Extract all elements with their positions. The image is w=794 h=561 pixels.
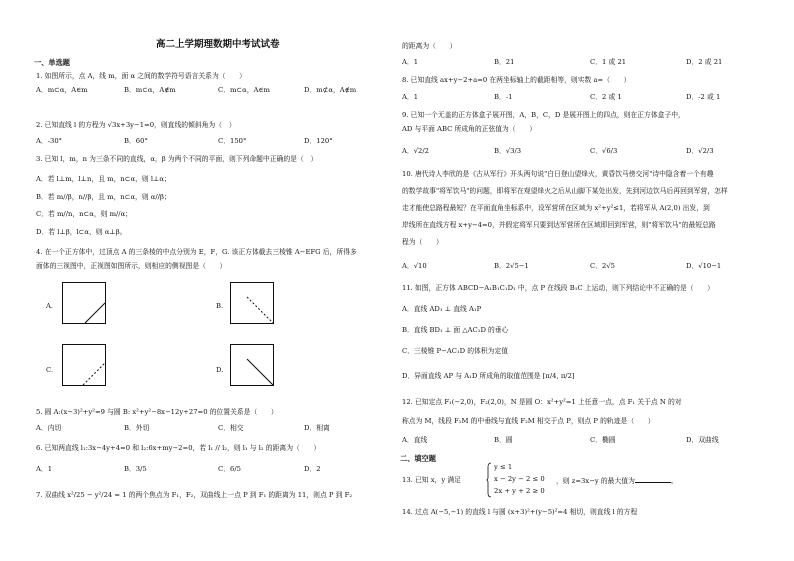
q7-line1: 7. 双曲线 x²/25 − y²/24 = 1 的两个焦点为 F₁，F₂，双曲线上一点 P 到 F₁ 的距离为 11，则点 P 到 F₂: [36, 491, 353, 499]
q9-line2: AD 与平面 ABC 所成角的正弦值为（ ）: [402, 125, 537, 133]
q4-figure-c-label: C.: [46, 366, 54, 374]
q6-option-c: C．6/5: [218, 465, 241, 473]
q1-option-a: A．m⊂α，A∈m: [36, 86, 88, 94]
q3-option-d: D．若 l⊥β，l⊂α，则 α⊥β。: [36, 228, 127, 236]
q4-figure-b-lines: [231, 283, 273, 323]
q9-option-a: A．√2/2: [402, 147, 429, 155]
q5-stem: 5. 圆 A:(x−3)²+y²=9 与圆 B: x²+y²−8x−12y+27=0 的位置关系是（ ）: [36, 408, 278, 416]
q9-option-c: C．√6/3: [590, 147, 618, 155]
q8-stem: 8. 已知直线 ax+y−2+a=0 在两坐标轴上的截距相等，则实数 a=（ ）: [402, 76, 631, 84]
q3-option-c: C．若 m//n，n⊂α，则 m//α；: [36, 210, 132, 218]
q3-stem: 3. 已知 l，m，n 为三条不同的直线，α，β 为两个不同的平面，则下列命题中正确的是（ ）: [36, 155, 318, 163]
q2-stem: 2. 已知直线 l 的方程为 √3x+3y−1=0，则直线的倾斜角为（ ）: [36, 121, 236, 129]
dashed-diagonal: [83, 363, 105, 385]
q4-figure-d-lines: [231, 345, 273, 385]
q4-figure-d-label: D.: [216, 366, 224, 374]
q13-constraint-2: x − 2y − 2 ≤ 0: [494, 475, 545, 483]
q5-option-d: D．相离: [304, 424, 330, 432]
q10-line1: 10. 唐代诗人李欣的是《古从军行》开头两句说"白日登山望烽火，黄昏饮马傍交河"诗中隐含着一个有趣: [402, 170, 714, 178]
q10-line3: 走才能使总路程最短？在平面直角坐标系中，设军营所在区域为 x²+y²≤1，若将军从 A(2,0) 出发，到: [402, 204, 710, 212]
q8-option-d: D．-2 或 1: [686, 93, 721, 101]
q6-option-b: B．3/5: [124, 465, 147, 473]
q11-stem: 11. 如图，正方体 ABCD−A₁B₁C₁D₁ 中，点 P 在线段 B₁C 上运动，则下列结论中不正确的是（ ）: [402, 284, 714, 292]
q5-option-b: B．外切: [124, 424, 150, 432]
q12-line2: 称点为 M，线段 F₁M 的中垂线与直线 F₂M 相交于点 P，则点 P 的轨迹是（ ）: [402, 417, 655, 425]
q8-option-b: B．-1: [494, 93, 513, 101]
q13-end: 。: [670, 477, 678, 485]
q11-option-b: B．直线 BD₁ ⊥ 面 △AC₁D 的垂心: [402, 326, 509, 334]
q4-figure-a-label: A.: [46, 302, 54, 310]
q10-line2: 的数学故事"将军饮马"的问题，即将军在观望烽火之后从山脚下某处出发，先到河边饮马后再回到军营，怎样: [402, 187, 728, 195]
q4-figure-a: [62, 282, 106, 324]
q6-option-a: A．1: [36, 465, 53, 473]
section-single-choice: 一、单选题: [34, 58, 70, 67]
q13-answer-blank[interactable]: [635, 476, 671, 483]
q7-cont-stem: 的距离为（ ）: [402, 42, 457, 50]
q9-option-b: B．√3/3: [494, 147, 522, 155]
q5-option-c: C．相交: [218, 424, 244, 432]
q9-option-d: D．√2/3: [686, 147, 714, 155]
q2-option-d: D．120°: [304, 137, 333, 145]
q4-figure-a-lines: [63, 283, 105, 323]
q11-option-d: D．异面直线 AP 与 A₁D 所成角的取值范围是 [π/4, π/2]: [402, 372, 575, 380]
q10-option-c: C．2√5: [590, 262, 615, 270]
q13-suffix: ，则 z=3x−y 的最大值为: [556, 477, 635, 485]
q4-figure-c: [62, 344, 106, 386]
q10-line5: 程为（ ）: [402, 238, 443, 246]
q6-option-d: D．2: [304, 465, 321, 473]
q1-stem: 1. 如图所示，点 A，线 m，面 α 之间的数学符号语言关系为（ ）: [36, 72, 246, 80]
q11-option-a: A．直线 AD₁ ⊥ 直线 A₁P: [402, 305, 482, 313]
exam-title: 高二上学期理数期中考试试卷: [156, 39, 280, 50]
q12-option-d: D．双曲线: [686, 436, 719, 444]
q1-option-b: B．m⊂α，A∉m: [124, 86, 176, 94]
q4-line2: 面体的三视图中，正视图如图所示，则相应的侧视图是（ ）: [36, 262, 227, 270]
q7-option-a: A．1: [402, 58, 419, 66]
q4-figure-d: [230, 344, 274, 386]
dashed-diagonal: [247, 297, 273, 323]
q12-option-a: A．直线: [402, 436, 428, 444]
q13-constraint-1: y ≤ 1: [494, 463, 513, 471]
q4-figure-b: [230, 282, 274, 324]
q8-option-a: A．1: [402, 93, 419, 101]
q6-stem: 6. 已知两直线 l₁:3x−4y+4=0 和 l₂:6x+my−2=0，若 l₁ // l₂，则 l₁ 与 l₂ 的距离为（ ）: [36, 444, 321, 452]
q12-line1: 12. 已知定点 F₁(−2,0)，F₂(2,0)，N 是圆 O：x²+y²=1 上任意一点，点 F₁ 关于点 N 的对: [402, 398, 682, 406]
q13-prefix: 13. 已知 x，y 满足: [402, 476, 461, 484]
solid-diagonal: [247, 359, 273, 385]
q7-option-d: D．2 或 21: [686, 58, 723, 66]
solid-diagonal: [85, 303, 105, 323]
q2-option-a: A．-30°: [36, 137, 63, 145]
q14-stem: 14. 过点 A(−5,−1) 的直线 l 与圆 (x+3)²+(y−5)²=4 相切，则直线 l 的方程: [402, 508, 638, 516]
q13-question: [556, 476, 678, 486]
q10-option-d: D．√10−1: [686, 262, 722, 270]
q4-line1: 4. 在一个正方体中，过顶点 A 的三条棱的中点分别为 E，F，G. 该正方体截去三棱锥 A−EFG 后，所得多: [36, 248, 357, 256]
q1-option-c: C．m⊂α，A∈m: [218, 86, 270, 94]
q9-line1: 9. 已知一个无盖的正方体盒子展开图，A，B，C，D 是展开图上的四点，则在正方体盒子中，: [402, 111, 685, 119]
q2-option-c: C．150°: [218, 137, 247, 145]
q8-option-c: C．2 或 1: [590, 93, 622, 101]
q11-option-c: C．三棱锥 P−AC₁D 的体积为定值: [402, 347, 509, 355]
q13-constraint-3: 2x + y + 2 ≥ 0: [494, 487, 545, 495]
q7-option-c: C．1 或 21: [590, 58, 627, 66]
q2-option-b: B．60°: [124, 137, 148, 145]
q13-brace: [486, 462, 492, 498]
q3-option-b: B．若 m//β，n//β，且 m，n⊂α，则 α//β；: [36, 193, 171, 201]
q4-figure-b-label: B.: [216, 302, 224, 310]
q12-option-c: C．椭圆: [590, 436, 616, 444]
q10-option-b: B．2√5−1: [494, 262, 529, 270]
q1-option-d: D．m⊄α，A∉m: [304, 86, 357, 94]
q10-line4: 岸线所在直线方程 x+y−4=0，并假定将军只要到达军营所在区域即回到军营，则"将军饮马"的最短总路: [402, 221, 716, 229]
left-brace: [487, 463, 492, 497]
q4-figure-c-lines: [63, 345, 105, 385]
q7-option-b: B．21: [494, 58, 515, 66]
q5-option-a: A．内切: [36, 424, 62, 432]
q12-option-b: B．圆: [494, 436, 513, 444]
q3-option-a: A．若 l⊥m，l⊥n，且 m，n⊂α，则 l⊥α；: [36, 175, 171, 183]
q10-option-a: A．√10: [402, 262, 427, 270]
section-fill-blank: 二、填空题: [400, 454, 436, 463]
